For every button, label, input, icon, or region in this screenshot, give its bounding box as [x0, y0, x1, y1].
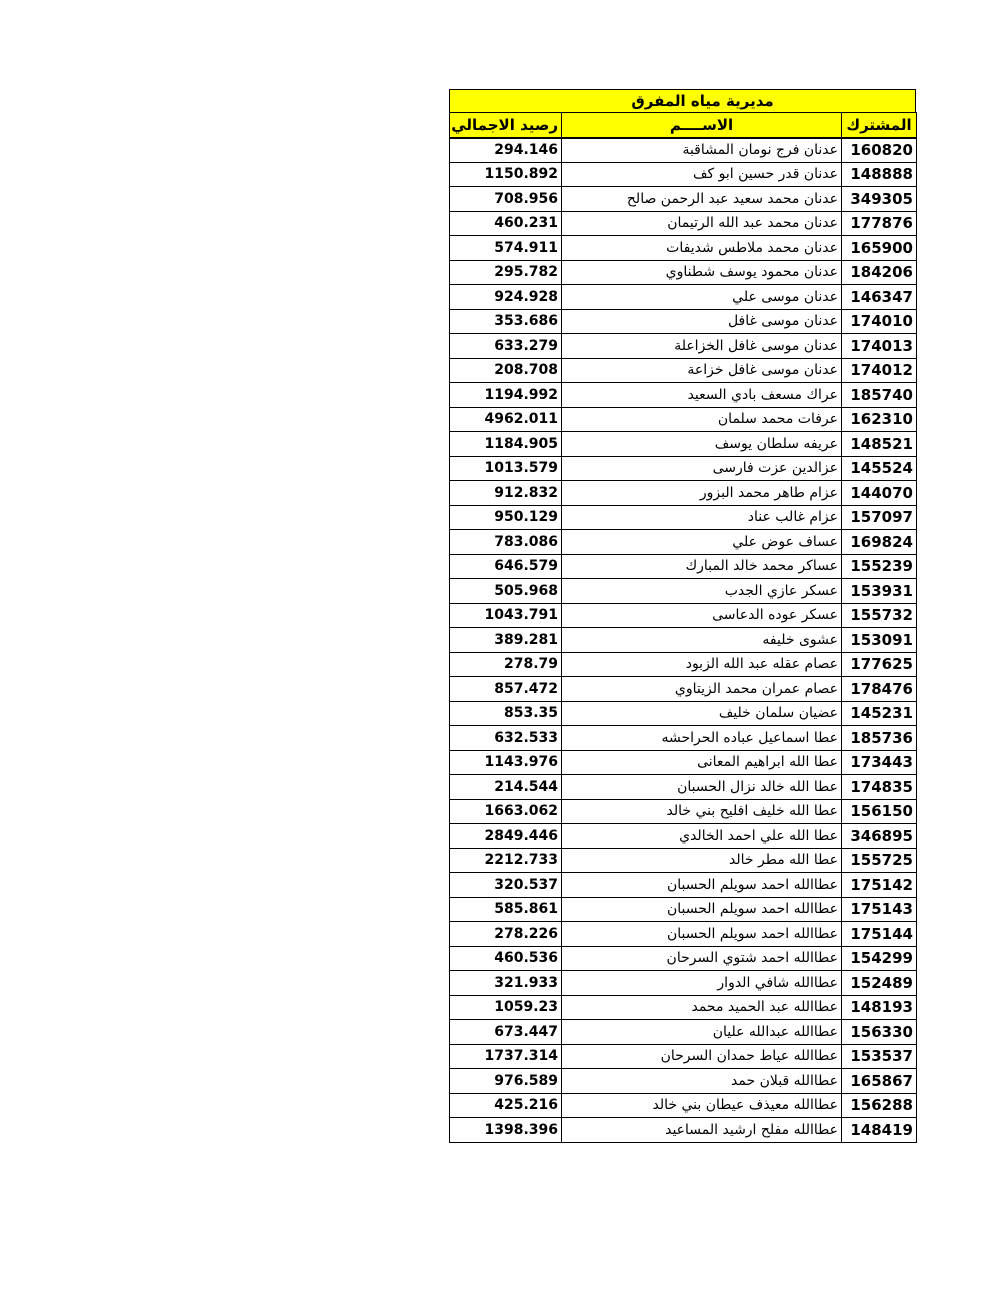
name-cell: عدنان محمد سعيد عبد الرحمن صالح — [562, 187, 842, 212]
table-row — [450, 652, 917, 677]
subscriber-id-cell: 174835 — [842, 775, 917, 800]
subscriber-id-cell: 148419 — [842, 1118, 917, 1143]
table-row — [450, 946, 917, 971]
name-cell: عزام غالب عناد — [562, 505, 842, 530]
table-row — [450, 334, 917, 359]
name-cell: عطاالله قبلان حمد — [562, 1069, 842, 1094]
table-row — [450, 995, 917, 1020]
table-row — [450, 971, 917, 996]
balance-cell: 912.832 — [450, 481, 562, 506]
balance-cell: 1398.396 — [450, 1118, 562, 1143]
balance-cell: 278.79 — [450, 652, 562, 677]
table-row — [450, 407, 917, 432]
balance-cell: 1150.892 — [450, 162, 562, 187]
balance-cell: 632.533 — [450, 726, 562, 751]
name-cell: عطاالله احمد سويلم الحسبان — [562, 922, 842, 947]
name-cell: عضيان سلمان خليف — [562, 701, 842, 726]
name-cell: عطا الله خالد نزال الحسبان — [562, 775, 842, 800]
balance-cell: 4962.011 — [450, 407, 562, 432]
subscriber-id-cell: 155239 — [842, 554, 917, 579]
name-cell: عطاالله احمد سويلم الحسبان — [562, 873, 842, 898]
subscriber-id-cell: 153931 — [842, 579, 917, 604]
table-row — [450, 922, 917, 947]
subscriber-id-cell: 169824 — [842, 530, 917, 555]
table-row — [450, 750, 917, 775]
name-cell: عريفه سلطان يوسف — [562, 432, 842, 457]
table-row — [450, 848, 917, 873]
subscriber-id-cell: 156330 — [842, 1020, 917, 1045]
balance-cell: 320.537 — [450, 873, 562, 898]
table-row — [450, 775, 917, 800]
subscriber-id-cell: 174013 — [842, 334, 917, 359]
balance-cell: 321.933 — [450, 971, 562, 996]
table-row — [450, 236, 917, 261]
balance-cell: 425.216 — [450, 1093, 562, 1118]
table-row — [450, 701, 917, 726]
name-cell: عدنان موسى علي — [562, 285, 842, 310]
subscriber-id-cell: 154299 — [842, 946, 917, 971]
balance-cell: 1184.905 — [450, 432, 562, 457]
balance-cell: 853.35 — [450, 701, 562, 726]
subscriber-id-cell: 173443 — [842, 750, 917, 775]
name-cell: عدنان قدر حسين ابو كف — [562, 162, 842, 187]
subscriber-id-cell: 156288 — [842, 1093, 917, 1118]
name-cell: عطاالله احمد سويلم الحسبان — [562, 897, 842, 922]
table-row — [450, 1118, 917, 1143]
name-cell: عطاالله عياط حمدان السرحان — [562, 1044, 842, 1069]
subscriber-id-cell: 152489 — [842, 971, 917, 996]
subscriber-id-cell: 156150 — [842, 799, 917, 824]
table-row — [450, 285, 917, 310]
table-row — [450, 897, 917, 922]
name-cell: عطاالله احمد شتوي السرحان — [562, 946, 842, 971]
name-cell: عطاالله عبدالله عليان — [562, 1020, 842, 1045]
name-cell: عزام طاهر محمد البزور — [562, 481, 842, 506]
subscriber-id-cell: 175144 — [842, 922, 917, 947]
name-cell: عطاالله مفلح ارشيد المساعيد — [562, 1118, 842, 1143]
subscriber-id-cell: 174010 — [842, 309, 917, 334]
table-row — [450, 603, 917, 628]
name-cell: عساف عوض علي — [562, 530, 842, 555]
subscribers-table — [449, 112, 917, 1143]
name-cell: عدنان موسى غافل — [562, 309, 842, 334]
subscriber-id-cell: 153091 — [842, 628, 917, 653]
header-subscriber: المشترك — [842, 113, 917, 138]
name-cell: عرفات محمد سلمان — [562, 407, 842, 432]
table-row — [450, 1069, 917, 1094]
name-cell: عصام عمران محمد الزيتاوي — [562, 677, 842, 702]
name-cell: عطا الله ابراهيم المعانى — [562, 750, 842, 775]
balance-cell: 2849.446 — [450, 824, 562, 849]
subscriber-id-cell: 153537 — [842, 1044, 917, 1069]
name-cell: عدنان موسى غافل الخزاعلة — [562, 334, 842, 359]
table-row — [450, 554, 917, 579]
subscriber-id-cell: 145231 — [842, 701, 917, 726]
name-cell: عطا الله مطر خالد — [562, 848, 842, 873]
balance-cell: 1013.579 — [450, 456, 562, 481]
subscriber-id-cell: 184206 — [842, 260, 917, 285]
subscriber-id-cell: 160820 — [842, 138, 917, 163]
name-cell: عسكر عازي الجدب — [562, 579, 842, 604]
subscriber-id-cell: 175143 — [842, 897, 917, 922]
subscriber-id-cell: 165867 — [842, 1069, 917, 1094]
table-row — [450, 383, 917, 408]
balance-cell: 1059.23 — [450, 995, 562, 1020]
table-row — [450, 358, 917, 383]
balance-cell: 278.226 — [450, 922, 562, 947]
table-row — [450, 138, 917, 163]
subscriber-id-cell: 145524 — [842, 456, 917, 481]
subscriber-id-cell: 177876 — [842, 211, 917, 236]
balance-cell: 2212.733 — [450, 848, 562, 873]
balance-sheet — [449, 89, 916, 1143]
subscriber-id-cell: 148888 — [842, 162, 917, 187]
balance-cell: 295.782 — [450, 260, 562, 285]
table-row — [450, 530, 917, 555]
subscriber-id-cell: 178476 — [842, 677, 917, 702]
balance-cell: 646.579 — [450, 554, 562, 579]
balance-cell: 1143.976 — [450, 750, 562, 775]
header-row — [450, 113, 917, 138]
balance-cell: 1663.062 — [450, 799, 562, 824]
name-cell: عطا الله علي احمد الخالدي — [562, 824, 842, 849]
table-row — [450, 873, 917, 898]
table-row — [450, 211, 917, 236]
balance-cell: 673.447 — [450, 1020, 562, 1045]
balance-cell: 1194.992 — [450, 383, 562, 408]
table-row — [450, 432, 917, 457]
table-row — [450, 187, 917, 212]
balance-cell: 924.928 — [450, 285, 562, 310]
balance-cell: 214.544 — [450, 775, 562, 800]
balance-cell: 294.146 — [450, 138, 562, 163]
balance-cell: 353.686 — [450, 309, 562, 334]
balance-cell: 574.911 — [450, 236, 562, 261]
balance-cell: 857.472 — [450, 677, 562, 702]
name-cell: عطا اسماعيل عباده الحراحشه — [562, 726, 842, 751]
table-row — [450, 481, 917, 506]
table-row — [450, 162, 917, 187]
subscriber-id-cell: 148193 — [842, 995, 917, 1020]
subscriber-id-cell: 144070 — [842, 481, 917, 506]
subscriber-id-cell: 146347 — [842, 285, 917, 310]
name-cell: عسكر عوده الدعاسى — [562, 603, 842, 628]
name-cell: عدنان محمود يوسف شطناوي — [562, 260, 842, 285]
name-cell: عصام عقله عبد الله الزبود — [562, 652, 842, 677]
name-cell: عدنان محمد عبد الله الرتيمان — [562, 211, 842, 236]
name-cell: عشوى خليفه — [562, 628, 842, 653]
subscriber-id-cell: 148521 — [842, 432, 917, 457]
name-cell: عدنان محمد ملاطس شديفات — [562, 236, 842, 261]
balance-cell: 976.589 — [450, 1069, 562, 1094]
subscriber-id-cell: 346895 — [842, 824, 917, 849]
balance-cell: 708.956 — [450, 187, 562, 212]
subscriber-id-cell: 155725 — [842, 848, 917, 873]
table-row — [450, 726, 917, 751]
name-cell: عساكر محمد خالد المبارك — [562, 554, 842, 579]
subscriber-id-cell: 177625 — [842, 652, 917, 677]
table-row — [450, 309, 917, 334]
name-cell: عدنان موسى غافل خزاعة — [562, 358, 842, 383]
name-cell: عطاالله عبد الحميد محمد — [562, 995, 842, 1020]
subscriber-id-cell: 174012 — [842, 358, 917, 383]
subscriber-id-cell: 185740 — [842, 383, 917, 408]
balance-cell: 460.536 — [450, 946, 562, 971]
table-row — [450, 677, 917, 702]
name-cell: عدنان فرج نومان المشاقبة — [562, 138, 842, 163]
table-row — [450, 260, 917, 285]
subscriber-id-cell: 349305 — [842, 187, 917, 212]
balance-cell: 1043.791 — [450, 603, 562, 628]
subscriber-id-cell: 155732 — [842, 603, 917, 628]
balance-cell: 633.279 — [450, 334, 562, 359]
table-row — [450, 824, 917, 849]
sheet-title: مديرية مياه المفرق — [449, 89, 916, 112]
balance-cell: 460.231 — [450, 211, 562, 236]
table-body — [450, 138, 917, 1143]
name-cell: عطا الله خليف افليح بني خالد — [562, 799, 842, 824]
table-row — [450, 1020, 917, 1045]
table-row — [450, 456, 917, 481]
subscriber-id-cell: 185736 — [842, 726, 917, 751]
balance-cell: 208.708 — [450, 358, 562, 383]
balance-cell: 1737.314 — [450, 1044, 562, 1069]
balance-cell: 505.968 — [450, 579, 562, 604]
table-row — [450, 799, 917, 824]
balance-cell: 950.129 — [450, 505, 562, 530]
table-row — [450, 505, 917, 530]
balance-cell: 389.281 — [450, 628, 562, 653]
balance-cell: 585.861 — [450, 897, 562, 922]
table-row — [450, 628, 917, 653]
table-row — [450, 579, 917, 604]
table-row — [450, 1093, 917, 1118]
subscriber-id-cell: 157097 — [842, 505, 917, 530]
name-cell: عطاالله معيذف عيطان بني خالد — [562, 1093, 842, 1118]
subscriber-id-cell: 162310 — [842, 407, 917, 432]
name-cell: عراك مسعف بادي السعيد — [562, 383, 842, 408]
subscriber-id-cell: 175142 — [842, 873, 917, 898]
header-name: الاســــم — [562, 113, 842, 138]
subscriber-id-cell: 165900 — [842, 236, 917, 261]
name-cell: عزالدين عزت فارسى — [562, 456, 842, 481]
table-row — [450, 1044, 917, 1069]
header-balance: رصيد الاجمالي — [450, 113, 562, 138]
name-cell: عطاالله شافي الدوار — [562, 971, 842, 996]
balance-cell: 783.086 — [450, 530, 562, 555]
